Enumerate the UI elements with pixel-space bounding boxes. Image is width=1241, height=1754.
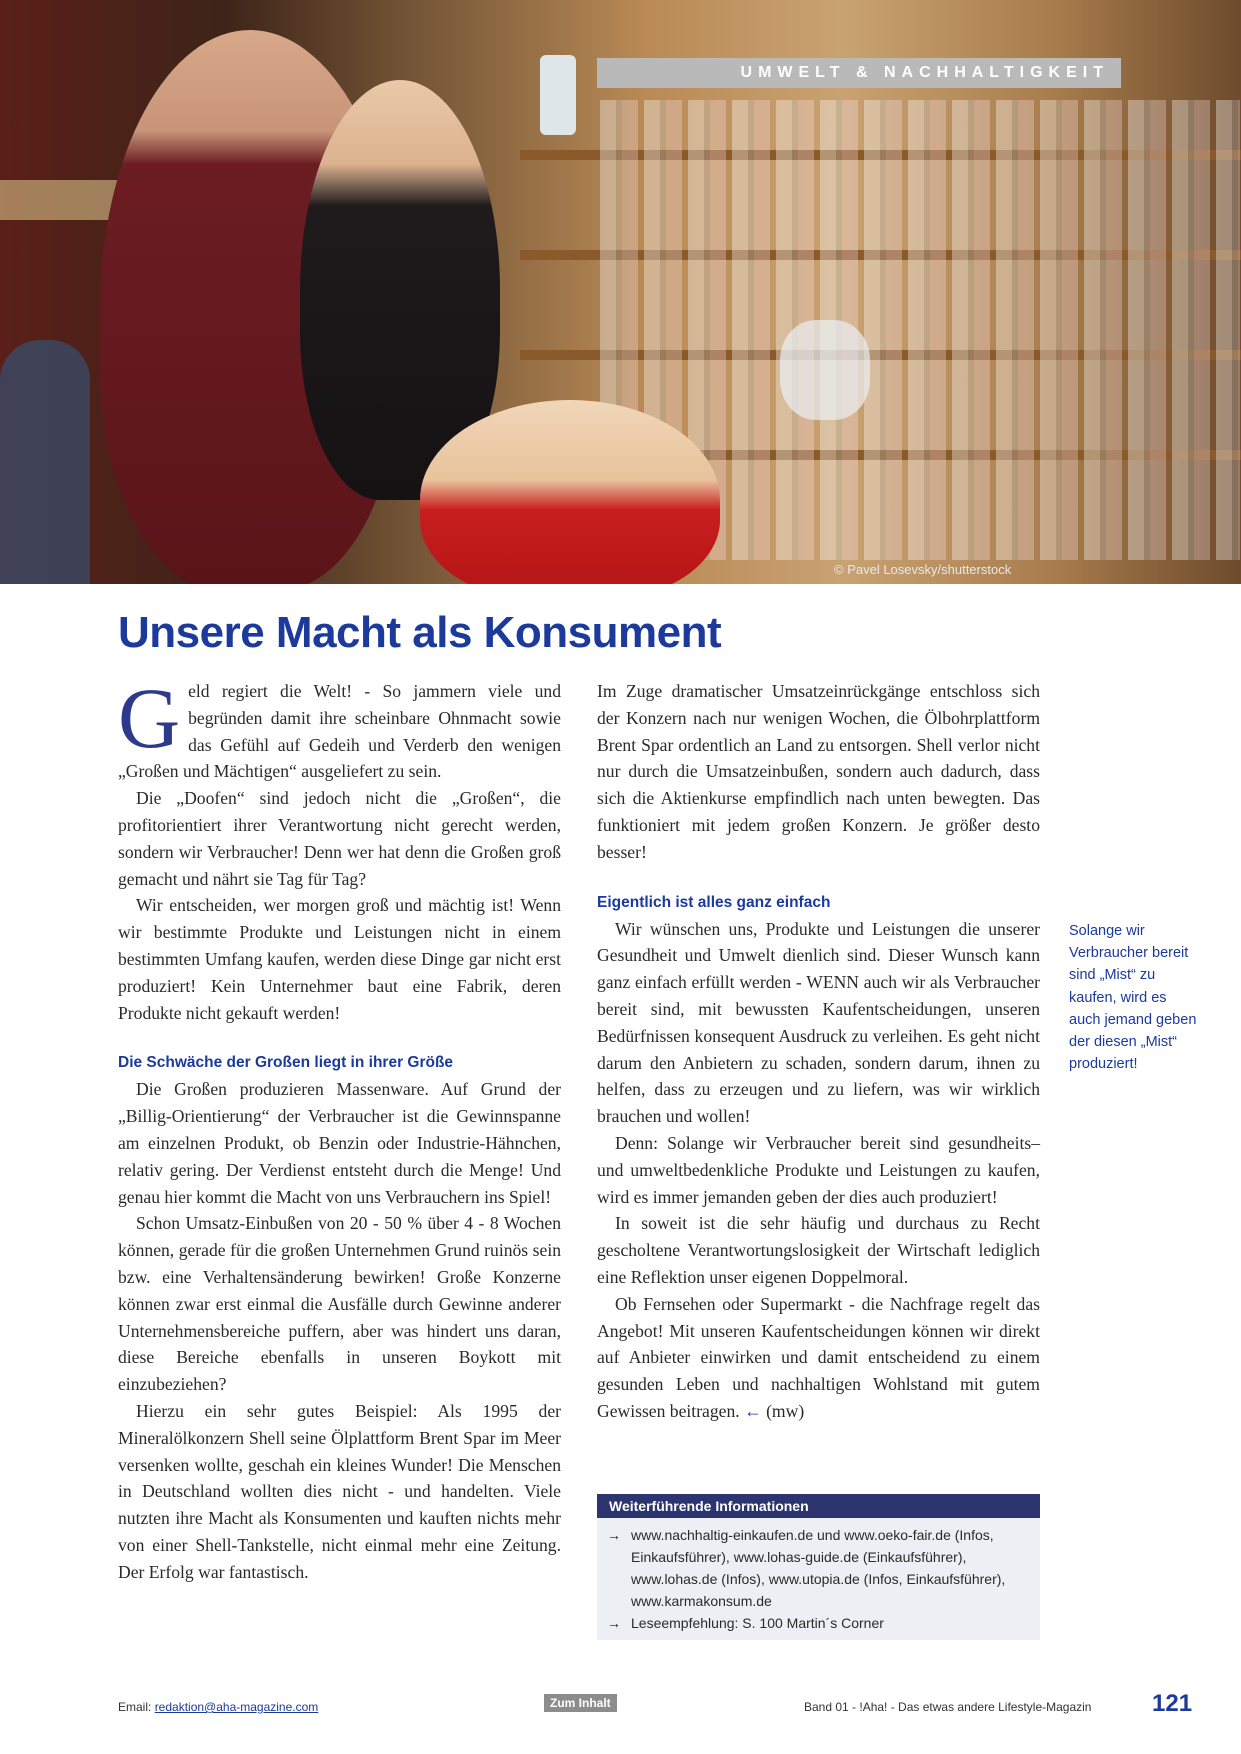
paragraph: Denn: Solange wir Verbraucher bereit sind gesundheits– und umweltbedenkliche Produkte und Leistungen zu kaufen, wird es immer jemanden geben der dies auch produziert! xyxy=(597,1132,1040,1207)
paragraph: Wir wünschen uns, Produkte und Leistungen die unserer Gesundheit und Umwelt dienlich sind. Dieser Wunsch kann ganz einfach erfüllt werden - WENN auch wir als Verbraucher bereit sind, mit bewussten Kaufentscheidungen, unseren Bedürfnissen konsequent Ausdruck zu verleihen. Es geht nicht darum den Anbietern zu schaden, sondern darum, ihnen zu helfen, dass zu erzeugen und zu liefern, was wir wirklich brauchen und wollen! xyxy=(597,918,1040,1127)
arrow-right-icon: → xyxy=(607,1615,621,1631)
info-box-title: Weiterführende Informationen xyxy=(597,1494,1040,1518)
email-label: Email: xyxy=(118,1700,152,1714)
subheading: Die Schwäche der Großen liegt in ihrer Größe xyxy=(118,1054,454,1072)
photo-credit: © Pavel Losevsky/shutterstock xyxy=(834,562,1012,577)
arrow-right-icon: → xyxy=(607,1527,621,1543)
paragraph: Wir entscheiden, wer morgen groß und mächtig ist! Wenn wir bestimmte Produkte und Leistungen nicht in einem bestimmten Umfang kaufen, werden diese Dinge gar nicht erst produziert! Kein Unternehmer baut eine Fabrik, deren Produkte nicht gekauft werden! xyxy=(118,895,561,1023)
paragraph: Im Zuge dramatischer Umsatzeinrückgänge entschloss sich der Konzern nach nur wenigen Wochen, die Ölbohrplattform Brent Spar ordentlich an Land zu entsorgen. Shell verlor nicht nur durch die Umsatzeinbußen, sondern auch dadurch, dass sich die Aktienkurse empfindlich nach unten bewegten. Das funktioniert mit jedem großen Konzern. Je größer desto besser! xyxy=(597,681,1040,862)
child-figure xyxy=(420,400,720,584)
paragraph: Die „Doofen“ sind jedoch nicht die „Großen“, die profitorientiert ihrer Verantwortung nicht gerecht werden, sondern wir Verbraucher! Denn wer hat denn die Großen groß gemacht und nährt sie Tag für Tag? xyxy=(118,788,561,889)
product-bottle xyxy=(540,55,576,135)
info-item-text[interactable]: www.nachhaltig-einkaufen.de und www.oeko-fair.de (Infos, Einkaufsführer), www.lohas-guide.de (Einkaufsführer), www.lohas.de (Infos), www.utopia.de (Infos, Einkaufsführer), www.karmakonsum.de xyxy=(631,1527,1006,1609)
footer-email xyxy=(118,1700,318,1714)
pull-quote: Solange wir Verbraucher bereit sind „Mist“ zu kaufen, wird es auch jemand geben der diesen „Mist“ produziert! xyxy=(1069,923,1197,1073)
background-shelf xyxy=(0,180,120,220)
subheading: Eigentlich ist alles ganz einfach xyxy=(597,893,831,911)
paragraph-text: Ob Fernsehen oder Supermarkt - die Nachfrage regelt das Angebot! Mit unseren Kaufentscheidungen können wir direkt auf Anbieter einwirken und damit entscheidend zu einem gesunden Leben und nachhaltigen Wohlstand mit gutem Gewissen beitragen. xyxy=(597,1293,1040,1421)
page-title: Unsere Macht als Konsument xyxy=(118,608,722,657)
glass-jar xyxy=(780,320,870,420)
left-column xyxy=(118,670,561,1586)
paragraph: Schon Umsatz-Einbußen von 20 - 50 % über 4 - 8 Wochen können, gerade für die großen Unternehmen Grund ruinös sein bzw. eine Verhaltensänderung bewirken! Große Konzerne können zwar erst einmal die Ausfälle durch Gewinne anderer Unternehmensbereiche puffern, aber was hindert uns daran, diese Bereiche ebenfalls in unseren Boykott mit einzubeziehen? xyxy=(118,1213,561,1395)
paragraph: In soweit ist die sehr häufig und durchaus zu Recht gescholtene Verantwortungslosigkeit der Wirtschaft lediglich eine Reflektion unser eigenen Doppelmoral. xyxy=(597,1213,1040,1287)
paragraph: Hierzu ein sehr gutes Beispiel: Als 1995 der Mineralölkonzern Shell seine Ölplattform Brent Spar im Meer versenken wollte, geschah ein kleines Wunder! Die Menschen in Deutschland wollten dies nicht - und handelten. Viele nutzten ihre Macht als Konsumenten und kauften nichts mehr von einer Shell-Tankstelle, nicht einmal mehr eine Zeitung. Der Erfolg war fantastisch. xyxy=(118,1400,561,1582)
author-initials: (mw) xyxy=(766,1400,805,1421)
magazine-label: Band 01 - !Aha! - Das etwas andere Lifestyle-Magazin xyxy=(804,1700,1092,1714)
info-item-text[interactable]: Leseempfehlung: S. 100 Martin´s Corner xyxy=(631,1615,884,1631)
email-link[interactable]: redaktion@aha-magazine.com xyxy=(154,1700,319,1714)
right-column xyxy=(597,678,1040,1425)
info-box xyxy=(597,1494,1040,1640)
paragraph xyxy=(118,670,561,785)
paragraph-text: eld regiert die Welt! - So jammern viele und begründen damit ihre scheinbare Ohnmacht sowie das Gefühl auf Gedeih und Verderb den wenigen „Großen und Mächtigen“ ausgeliefert zu sein. xyxy=(118,681,561,782)
paragraph xyxy=(597,1291,1040,1425)
dropcap: G xyxy=(118,670,181,766)
page-number: 121 xyxy=(1152,1690,1193,1717)
back-arrow-icon[interactable]: ← xyxy=(744,1400,762,1421)
paragraph: Die Großen produzieren Massenware. Auf Grund der „Billig-Orientierung“ der Verbraucher ist die Gewinnspanne am einzelnen Produkt, ob Benzin oder Industrie-Hähnchen, relativ gering. Der Verdienst entsteht durch die Menge! Und genau hier kommt die Macht von uns Verbrauchern ins Spiel! xyxy=(118,1079,561,1207)
info-item xyxy=(607,1524,1030,1612)
info-item xyxy=(607,1612,1030,1634)
toc-button[interactable]: Zum Inhalt xyxy=(544,1694,617,1712)
background-person xyxy=(0,340,90,584)
info-box-body xyxy=(597,1518,1040,1640)
section-label: UMWELT & NACHHALTIGKEIT xyxy=(597,58,1121,88)
